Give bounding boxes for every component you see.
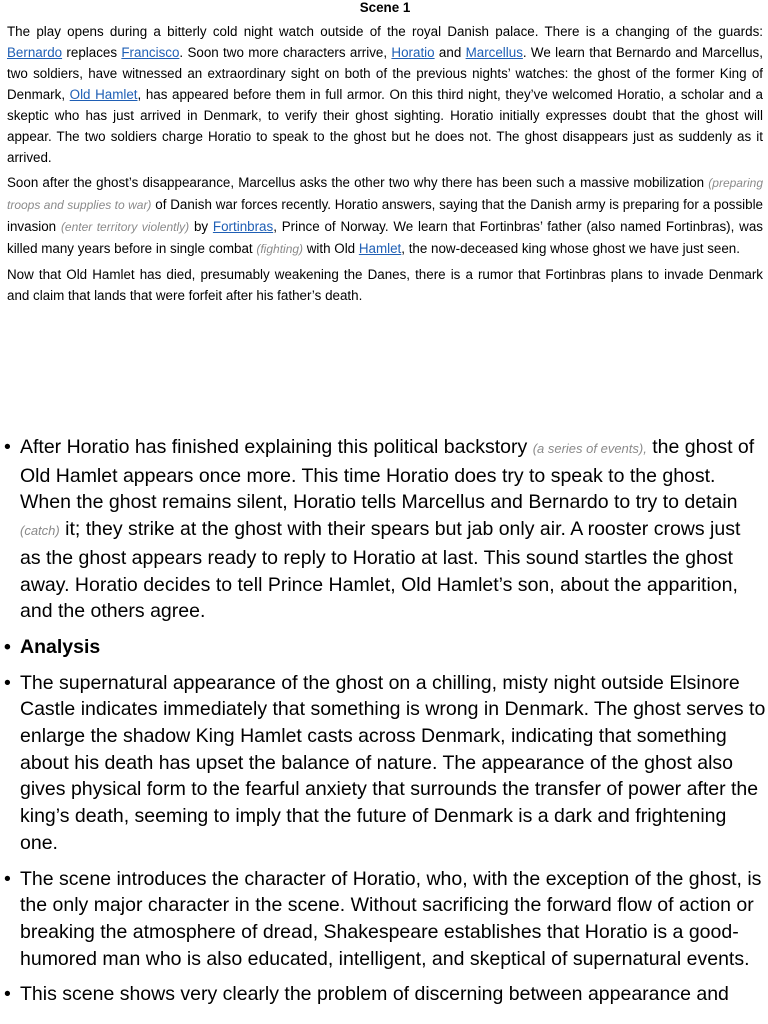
text-run: with Old — [303, 241, 359, 256]
bullet-supernatural: • The supernatural appearance of the ghost on a chilling, misty night outside Elsinore Castle indicates immediately that something is wrong in Denmark. The ghost serves to enlarge the shadow King Hamlet casts across Denmark, indicating that something about his death has upset the balance of nature. The appearance of the ghost also gives physical form to the fearful anxiety that surrounds the transfer of power after the king’s death, seeming to imply that the future of Denmark is a dark and frightening one. — [4, 670, 766, 857]
summary-paragraph-2 — [7, 172, 763, 260]
link-horatio[interactable]: Horatio — [391, 45, 435, 60]
bullet-appearance-reality: • This scene shows very clearly the problem of discerning between appearance and — [4, 981, 766, 1008]
text-run: and — [434, 45, 466, 60]
text-run: the ghost of Old Hamlet appears once more. This time Horatio does try to speak to the ghost. When the ghost remains silent, Horatio tells Marcellus and Bernardo to try to detain — [20, 436, 755, 514]
bullet-ghost-returns — [4, 434, 766, 625]
link-francisco[interactable]: Francisco — [121, 45, 180, 60]
gloss-mobilization: (preparing troops and supplies to war) — [7, 176, 763, 212]
bullet-analysis-heading: • Analysis — [4, 634, 766, 661]
scene-title: Scene 1 — [359, 0, 411, 15]
summary-paragraph-1 — [7, 21, 763, 168]
text-run: Soon after the ghost’s disappearance, Marcellus asks the other two why there has been such a massive mobilization — [7, 175, 709, 190]
gloss-backstory: (a series of events), — [532, 441, 647, 456]
text-run: After Horatio has finished explaining this political backstory — [20, 436, 533, 458]
summary-section — [7, 0, 763, 310]
summary-paragraph-3: Now that Old Hamlet has died, presumably weakening the Danes, there is a rumor that Fortinbras plans to invade Denmark and claim that lands that were forfeit after his father’s death. — [7, 267, 763, 303]
gloss-detain: (catch) — [20, 523, 60, 539]
link-old-hamlet[interactable]: Old Hamlet — [69, 87, 138, 102]
text-run: it; they strike at the ghost with their spears but jab only air. A rooster crows just as the ghost appears ready to reply to Horatio at last. This sound startles the ghost away. Horatio decides to tell Prince Hamlet, Old Hamlet’s son, about the apparition, and the others agree. — [20, 518, 741, 623]
link-bernardo[interactable]: Bernardo — [7, 45, 63, 60]
text-run: , has appeared before them in full armor. On this third night, they’ve welcomed Horatio, a scholar and a skeptic who has just arrived in Denmark, to verify their ghost sighting. Horatio initially expresses doubt that the ghost will appear. The two soldiers charge Horatio to speak to the ghost but he does not. The ghost disappears just as suddenly as it arrived. — [7, 87, 763, 165]
text-run: of Danish war forces recently. Horatio answers, saying that the Danish army is preparing for a possible invasion — [7, 197, 764, 234]
text-run: replaces — [62, 45, 122, 60]
bullet-horatio-character: • The scene introduces the character of Horatio, who, with the exception of the ghost, is the only major character in the scene. Without sacrificing the forward flow of action or breaking the atmosphere of dread, Shakespeare establishes that Horatio is a good-humored man who is also educated, intelligent, and skeptical of supernatural events. — [4, 866, 766, 973]
text-run: , the now-deceased king whose ghost we have just seen. — [401, 241, 740, 256]
gloss-combat: (fighting) — [256, 242, 304, 256]
text-run: The play opens during a bitterly cold night watch outside of the royal Danish palace. There is a changing of the guards: — [7, 24, 763, 39]
text-run: . Soon two more characters arrive, — [179, 45, 392, 60]
gloss-invasion: (enter territory violently) — [60, 220, 190, 234]
notes-bullet-list — [4, 434, 766, 1017]
text-run: by — [189, 219, 213, 234]
text-run: , Prince of Norway. We learn that Fortinbras’ father (also named Fortinbras), was killed many years before in single combat — [7, 219, 763, 256]
link-fortinbras[interactable]: Fortinbras — [212, 219, 274, 234]
text-run: . We learn that Bernardo and Marcellus, two soldiers, have witnessed an extraordinary sight on both of the previous nights’ watches: the ghost of the former King of Denmark, — [7, 45, 763, 102]
link-marcellus[interactable]: Marcellus — [465, 45, 523, 60]
link-hamlet[interactable]: Hamlet — [358, 241, 402, 256]
